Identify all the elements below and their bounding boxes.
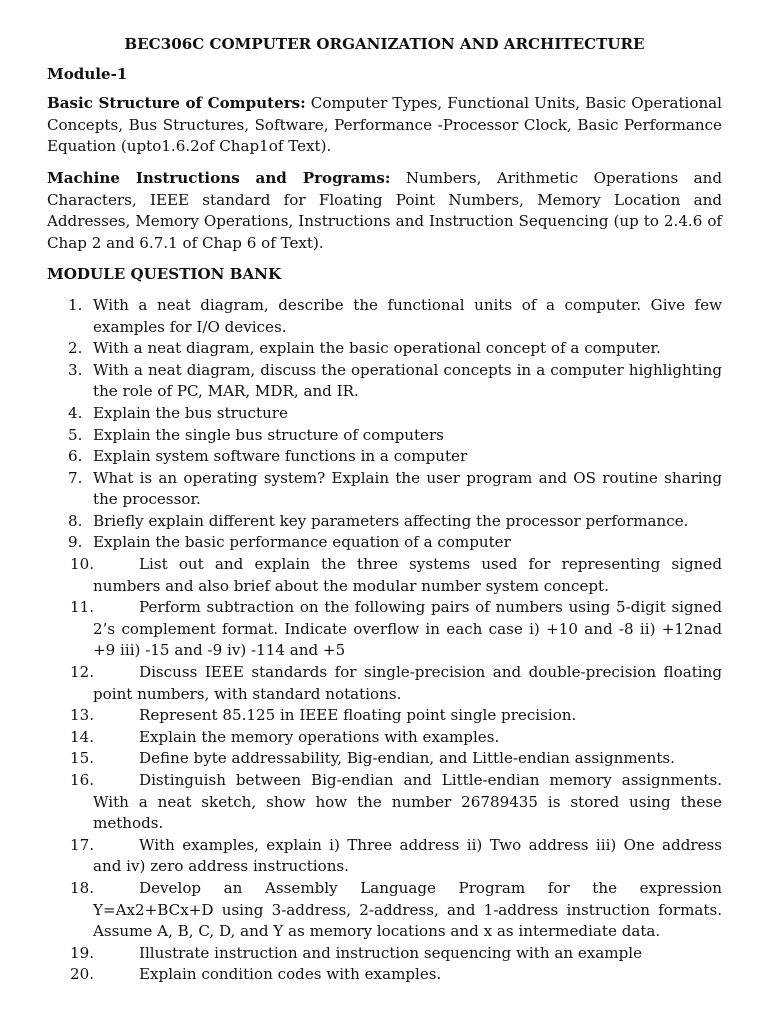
question-number: 4. [68, 403, 83, 422]
question-item [47, 403, 722, 425]
question-item [47, 705, 722, 727]
question-text: Illustrate instruction and instruction sequencing with an example [139, 943, 643, 962]
question-number: 19. [70, 943, 95, 962]
question-item [47, 511, 722, 533]
question-text: Explain the memory operations with examples. [139, 727, 500, 746]
question-number: 20. [70, 965, 95, 984]
module-heading: Module-1 [47, 64, 128, 83]
question-number: 15. [70, 749, 95, 768]
question-text: Explain the bus structure [93, 403, 288, 422]
question-text: With a neat diagram, explain the basic operational concept of a computer. [93, 339, 661, 358]
question-item [47, 554, 722, 597]
question-number: 6. [68, 447, 83, 466]
question-number: 13. [70, 706, 95, 725]
question-item [47, 425, 722, 447]
question-text: Define byte addressability, Big-endian, and Little-endian assignments. [139, 749, 675, 768]
question-item [47, 597, 722, 662]
question-item [47, 748, 722, 770]
question-item [47, 360, 722, 403]
question-number: 2. [68, 339, 83, 358]
question-text: Distinguish between Big-endian and Little-endian memory assignments. With a neat sketch, show how the number 26789435 is stored using these methods. [93, 771, 722, 833]
question-text: Discuss IEEE standards for single-precision and double-precision floating point numbers, with standard notations. [93, 663, 722, 703]
question-item [47, 468, 722, 511]
question-number: 10. [70, 555, 95, 574]
question-number: 8. [68, 511, 83, 530]
question-number: 5. [68, 425, 83, 444]
section-machine-instructions [47, 168, 722, 254]
question-item [47, 835, 722, 878]
question-item [47, 964, 722, 986]
question-text: Represent 85.125 in IEEE floating point single precision. [139, 706, 577, 725]
question-text: What is an operating system? Explain the user program and OS routine sharing the processor. [93, 468, 722, 509]
question-bank-heading: MODULE QUESTION BANK [47, 265, 282, 284]
question-number: 17. [70, 835, 95, 854]
question-item [47, 727, 722, 749]
question-number: 16. [70, 771, 95, 789]
question-text: Explain condition codes with examples. [139, 965, 442, 984]
section-text: Computer Types, Functional Units, Basic Operational Concepts, Bus Structures, Software, Performance -Processor Clock, Basic Performance Equation (upto1.6.2of Chap1of Text). [47, 94, 722, 156]
question-number: 1. [68, 295, 83, 314]
question-number: 3. [68, 360, 83, 379]
section-basic-structure [47, 93, 722, 158]
question-text: With a neat diagram, discuss the operational concepts in a computer highlighting the role of PC, MAR, MDR, and IR. [93, 360, 722, 401]
question-number: 14. [70, 727, 95, 746]
section-heading: Machine Instructions and Programs: [47, 168, 391, 187]
question-item [47, 662, 722, 705]
question-text: Develop an Assembly Language Program for the expression Y=Ax2+BCx+D using 3-address, 2-address, and 1-address instruction formats. Assume A, B, C, D, and Y as memory locations and x as intermediate data. [93, 878, 722, 941]
question-number: 18. [70, 878, 95, 897]
section-text: Numbers, Arithmetic Operations and Characters, IEEE standard for Floating Point Numbers, Memory Location and Addresses, Memory Operations, Instructions and Instruction Sequencing (up to 2.4.6 of Chap 2 and 6.7.1 of Chap 6 of Text). [47, 168, 722, 252]
question-number: 7. [68, 468, 83, 487]
question-item [47, 338, 722, 360]
question-item [47, 943, 722, 965]
question-number: 11. [70, 598, 95, 617]
question-item [47, 446, 722, 468]
question-number: 12. [70, 663, 95, 682]
question-text: Explain the single bus structure of computers [93, 425, 444, 444]
question-item [47, 878, 722, 943]
question-text: List out and explain the three systems used for representing signed numbers and also brief about the modular number system concept. [93, 555, 722, 595]
page-title: BEC306C COMPUTER ORGANIZATION AND ARCHITECTURE [124, 35, 645, 53]
question-text: Briefly explain different key parameters affecting the processor performance. [93, 511, 689, 530]
question-item [47, 770, 722, 835]
question-text: Perform subtraction on the following pairs of numbers using 5-digit signed 2’s complement format. Indicate overflow in each case i) +10 and -8 ii) +12nad +9 iii) -15 and -9 iv) -114 and +5 [93, 598, 722, 660]
section-heading: Basic Structure of Computers: [47, 94, 306, 113]
question-text: With examples, explain i) Three address ii) Two address iii) One address and iv) zero address instructions. [93, 835, 722, 876]
question-text: Explain system software functions in a computer [93, 447, 468, 466]
question-number: 9. [68, 533, 83, 552]
question-text: With a neat diagram, describe the functional units of a computer. Give few examples for I/O devices. [93, 295, 722, 336]
question-item [47, 295, 722, 338]
question-text: Explain the basic performance equation of a computer [93, 533, 511, 552]
question-item [47, 532, 722, 554]
question-list [47, 295, 722, 986]
